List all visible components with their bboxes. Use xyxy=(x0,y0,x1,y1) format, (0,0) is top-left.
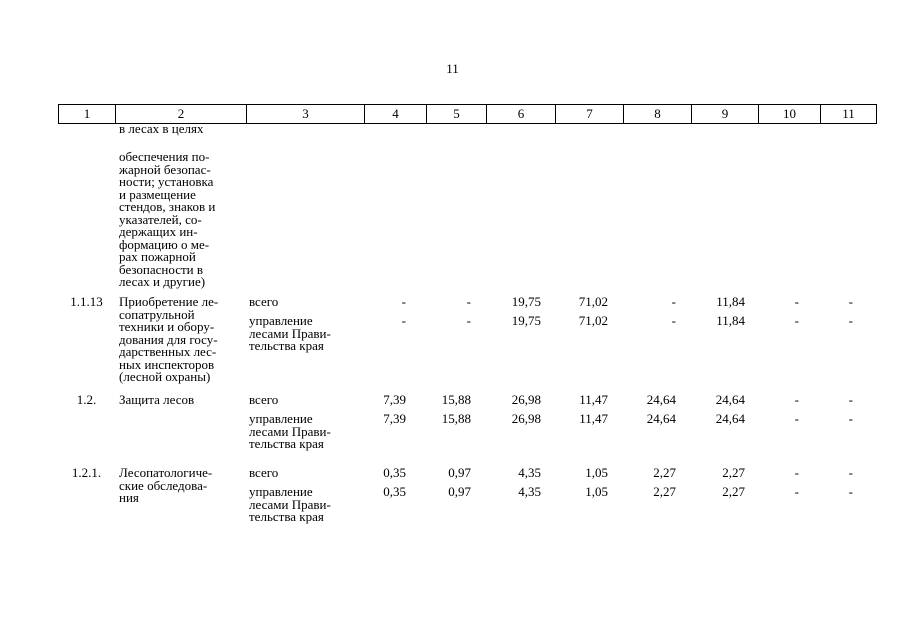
value-cell: 2,27 xyxy=(653,465,676,480)
column-header-3: 3 xyxy=(247,105,365,124)
value-cell: - xyxy=(794,392,799,407)
value-cell: - xyxy=(671,294,676,309)
row-label-line: управление xyxy=(249,313,313,328)
value-cell: 7,39 xyxy=(383,411,406,426)
value-cell: - xyxy=(848,411,853,426)
value-cell: 0,97 xyxy=(448,465,471,480)
column-header-8: 8 xyxy=(624,105,692,124)
column-header-4: 4 xyxy=(365,105,427,124)
value-cell: 19,75 xyxy=(511,294,541,309)
row-label-line: всего xyxy=(249,392,279,407)
value-cell: 2,27 xyxy=(722,465,745,480)
row-name-line: техники и обору- xyxy=(119,319,215,334)
value-cell: - xyxy=(794,313,799,328)
row-label-line: лесами Прави- xyxy=(249,423,331,439)
continuation-line: держащих ин- xyxy=(119,224,198,239)
value-cell: 24,64 xyxy=(646,392,676,407)
continuation-line: жарной безопас- xyxy=(119,161,211,177)
column-header-9: 9 xyxy=(692,105,759,124)
value-cell: - xyxy=(794,411,799,426)
value-cell: 71,02 xyxy=(578,294,608,309)
column-header-7: 7 xyxy=(556,105,624,124)
continuation-line: рах пожарной xyxy=(119,249,196,264)
continuation-line: ности; установка xyxy=(119,174,214,189)
value-cell: - xyxy=(848,465,853,480)
row-number: 1.1.13 xyxy=(70,294,103,309)
continuation-line: указателей, со- xyxy=(119,211,202,227)
row-label-line: лесами Прави- xyxy=(249,325,331,341)
page-number: 11 xyxy=(446,61,459,76)
value-cell: 15,88 xyxy=(441,411,471,426)
value-cell: - xyxy=(466,313,471,328)
value-cell: 1,05 xyxy=(585,484,608,499)
row-name-line: Лесопатологиче- xyxy=(119,465,213,480)
row-label-line: управление xyxy=(249,411,313,426)
row-name-line: ных инспекторов xyxy=(119,356,215,372)
row-name-line: дования для госу- xyxy=(119,331,218,347)
row-name-line: ские обследова- xyxy=(119,477,208,493)
value-cell: - xyxy=(848,484,853,499)
value-cell: 0,35 xyxy=(383,465,406,480)
value-cell: - xyxy=(848,313,853,328)
value-cell: - xyxy=(466,294,471,309)
column-header-1: 1 xyxy=(59,105,116,124)
value-cell: 2,27 xyxy=(722,484,745,499)
value-cell: 24,64 xyxy=(715,392,745,407)
continuation-line: обеспечения по- xyxy=(119,149,210,164)
row-label-line: тельства края xyxy=(249,338,324,353)
value-cell: 26,98 xyxy=(511,411,541,426)
value-cell: 7,39 xyxy=(383,392,406,407)
column-header-11: 11 xyxy=(821,105,877,124)
row-number: 1.2. xyxy=(76,392,97,407)
value-cell: 71,02 xyxy=(578,313,608,328)
value-cell: - xyxy=(794,294,799,309)
value-cell: 4,35 xyxy=(518,484,541,499)
column-header-10: 10 xyxy=(759,105,821,124)
row-name-line: (лесной охраны) xyxy=(119,369,211,384)
row-name-line: ния xyxy=(119,490,139,505)
value-cell: - xyxy=(794,465,799,480)
row-label-line: всего xyxy=(249,465,279,480)
value-cell: - xyxy=(671,313,676,328)
continuation-line: и размещение xyxy=(119,186,196,202)
row-label-line: тельства края xyxy=(249,509,324,524)
value-cell: - xyxy=(848,294,853,309)
value-cell: - xyxy=(848,392,853,407)
value-cell: 0,35 xyxy=(383,484,406,499)
row-number: 1.2.1. xyxy=(71,465,102,480)
value-cell: 24,64 xyxy=(646,411,676,426)
row-name-line: сопатрульной xyxy=(119,306,195,322)
value-cell: 11,47 xyxy=(579,392,608,407)
row-name-line: дарственных лес- xyxy=(119,344,217,359)
column-header-5: 5 xyxy=(427,105,487,124)
column-header-6: 6 xyxy=(487,105,556,124)
continuation-line: лесах и другие) xyxy=(119,274,206,289)
value-cell: 2,27 xyxy=(653,484,676,499)
continuation-line: стендов, знаков и xyxy=(119,199,216,214)
continuation-text xyxy=(119,151,215,289)
row-label-line: управление xyxy=(249,484,313,499)
value-cell: 19,75 xyxy=(511,313,541,328)
value-cell: 4,35 xyxy=(518,465,541,480)
row-label-line: лесами Прави- xyxy=(249,496,331,512)
value-cell: - xyxy=(794,484,799,499)
value-cell: 11,84 xyxy=(716,294,745,309)
value-cell: 15,88 xyxy=(441,392,471,407)
value-cell: 0,97 xyxy=(448,484,471,499)
continuation-top-text: в лесах в целях xyxy=(119,121,204,136)
value-cell: 26,98 xyxy=(511,392,541,407)
row-label-line: тельства края xyxy=(249,436,324,451)
row-name-line: Защита лесов xyxy=(119,392,195,407)
value-cell: 1,05 xyxy=(585,465,608,480)
row-label-line: всего xyxy=(249,294,279,309)
value-cell: - xyxy=(401,294,406,309)
value-cell: 11,84 xyxy=(716,313,745,328)
value-cell: - xyxy=(401,313,406,328)
continuation-line: безопасности в xyxy=(119,261,204,277)
value-cell: 11,47 xyxy=(579,411,608,426)
value-cell: 24,64 xyxy=(715,411,745,426)
column-header-2: 2 xyxy=(116,105,247,124)
row-name-line: Приобретение ле- xyxy=(119,294,219,309)
continuation-line: формацию о ме- xyxy=(119,236,210,252)
